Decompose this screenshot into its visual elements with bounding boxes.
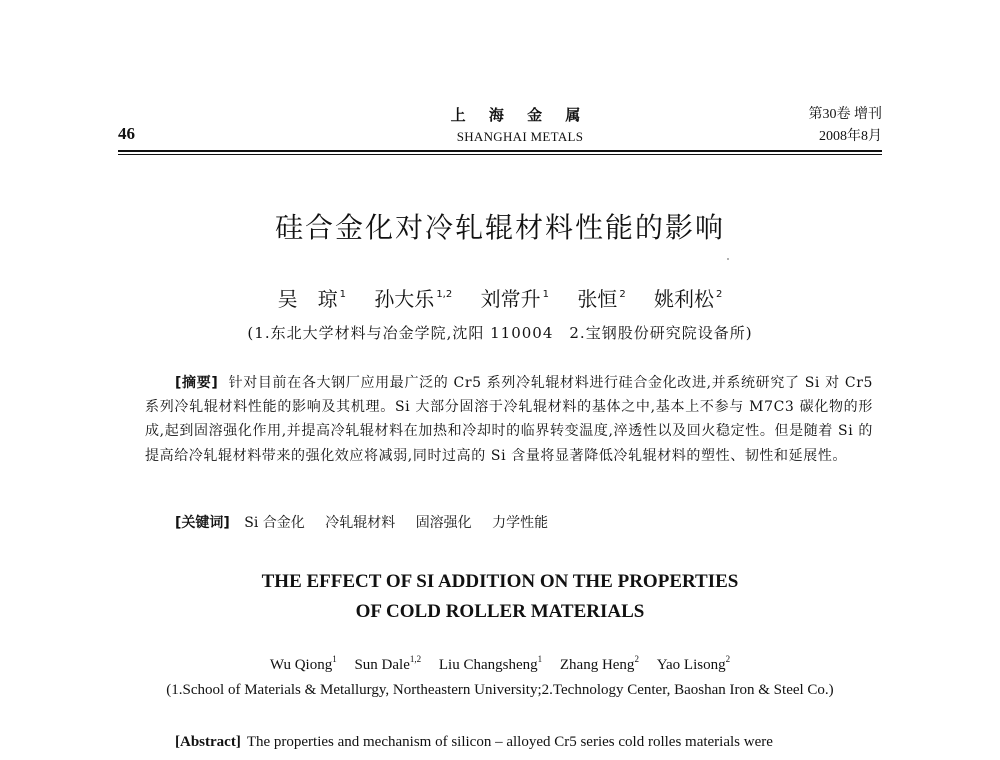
- paper-title-en-line1: THE EFFECT OF SI ADDITION ON THE PROPERTIES: [261, 571, 739, 592]
- author-en: Liu Changsheng$^1$: [438, 654, 543, 673]
- affiliation-cn: (1.东北大学材料与冶金学院,沈阳 110004 2.宝钢股份研究院设备所): [247, 324, 753, 342]
- author-cn: 孙大乐 $^{1,2}$: [374, 287, 453, 311]
- page-number: 46: [118, 124, 135, 143]
- author-list-cn: [0, 283, 1000, 312]
- keyword: Si 合金化: [244, 515, 305, 531]
- abstract-cn: [145, 371, 873, 468]
- header-rule-thin: [118, 154, 882, 155]
- author-en: Yao Lisong$^2$: [656, 654, 731, 673]
- abstract-label-en: [Abstract]: [175, 734, 241, 750]
- keyword: 力学性能: [492, 515, 549, 531]
- paper-title-en: [0, 567, 1000, 627]
- author-cn: 吴 琼 $^1$: [277, 287, 346, 311]
- author-en: Wu Qiong$^1$: [269, 654, 337, 673]
- scan-speck: [727, 258, 729, 260]
- author-list-en: [0, 654, 1000, 674]
- author-en: Zhang Heng$^2$: [559, 654, 639, 673]
- abstract-en: [175, 734, 773, 751]
- affiliation-en: (1.School of Materials & Metallurgy, Northeastern University;2.Technology Center, Baoshan Iron & Steel Co.): [166, 682, 834, 698]
- keyword: 固溶强化: [415, 515, 472, 531]
- header-rule-thick: [118, 150, 882, 152]
- paper-title-en-line2: OF COLD ROLLER MATERIALS: [355, 601, 645, 622]
- paper-title-cn: 硅合金化对冷轧辊材料性能的影响: [274, 211, 725, 244]
- abstract-text-cn: 针对目前在各大钢厂应用最广泛的 Cr5 系列冷轧辊材料进行硅合金化改进,并系统研究了 Si 对 Cr5 系列冷轧辊材料性能的影响及其机理。Si 大部分固溶于冷轧辊材料的基体之中,基本上不参与 M7C3 碳化物的形成,起到固溶强化作用,并提高冷轧辊材料在加热和冷却时的临界转变温度,淬透性以及回火稳定性。但是随着 Si 的提高给冷轧辊材料带来的强化效应将减弱,同时过高的 Si 含量将显著降低冷轧辊材料的塑性、韧性和延展性。: [145, 375, 873, 464]
- keyword: 冷轧辊材料: [325, 515, 396, 531]
- author-en: Sun Dale$^{1,2}$: [354, 654, 422, 673]
- abstract-text-en: The properties and mechanism of silicon – alloyed Cr5 series cold rolles materials were: [246, 734, 773, 750]
- journal-name-cn: 上 海 金 属: [450, 106, 590, 124]
- author-cn: 刘常升 $^1$: [480, 287, 549, 311]
- author-cn: 姚利松 $^2$: [654, 287, 723, 311]
- journal-name-en: SHANGHAI METALS: [456, 129, 584, 144]
- issue-info: [809, 104, 883, 148]
- keywords-cn: [175, 512, 564, 532]
- issue-date: 2008年8月: [819, 129, 882, 144]
- author-cn: 张恒 $^2$: [577, 287, 626, 311]
- journal-name: [420, 104, 620, 145]
- volume-label: 第30卷 增刊: [808, 107, 882, 122]
- keywords-label-cn: [关键词]: [175, 515, 230, 531]
- abstract-label-cn: [摘要]: [175, 375, 219, 391]
